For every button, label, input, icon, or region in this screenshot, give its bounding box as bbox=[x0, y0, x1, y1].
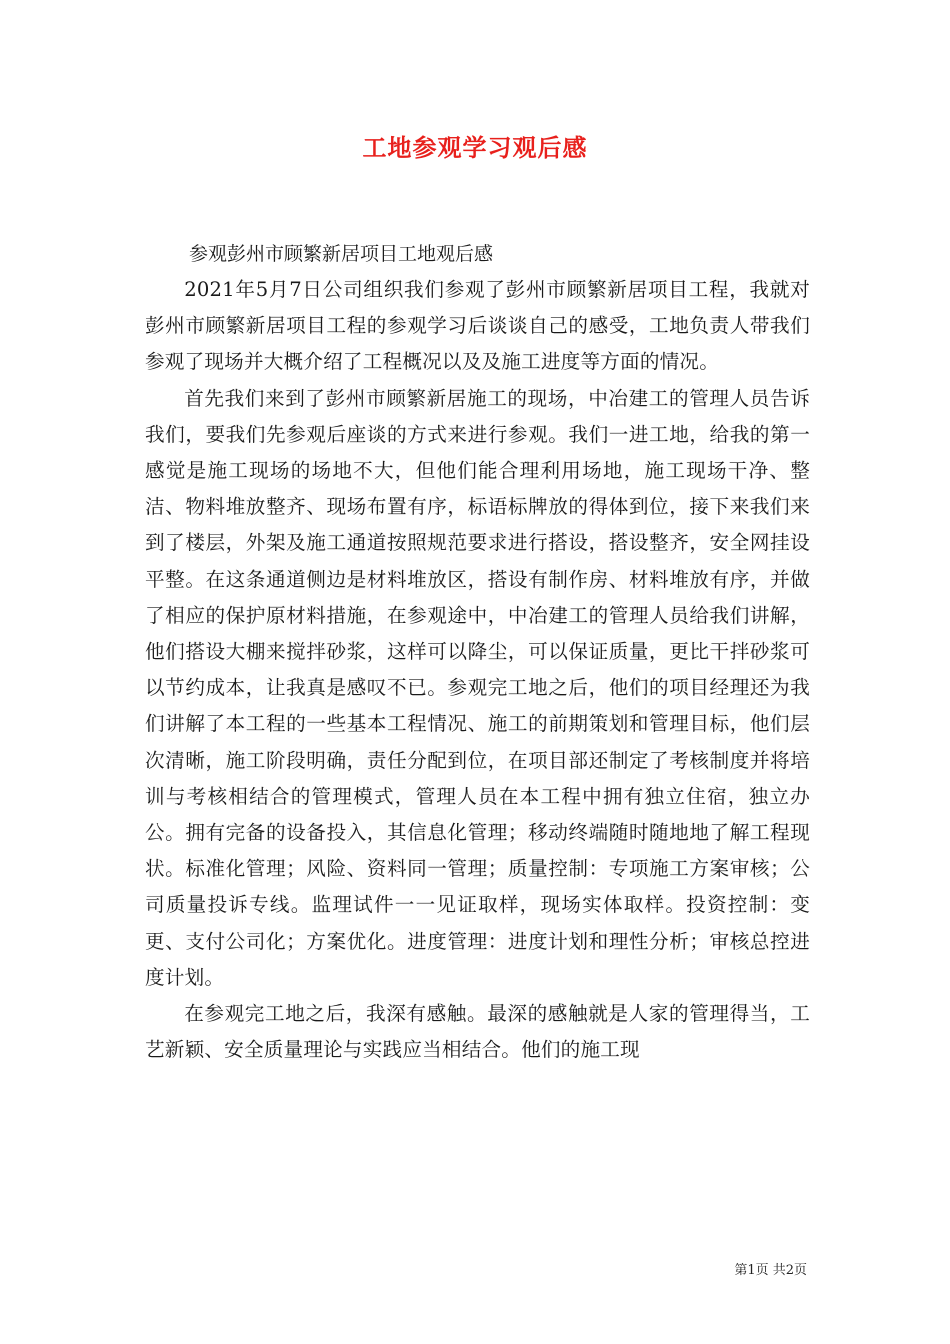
paragraph-intro: 2021年5月7日公司组织我们参观了彭州市顾繁新居项目工程，我就对彭州市顾繁新居项目工程的参观学习后谈谈自己的感受，工地负责人带我们参观了现场并大概介绍了工程概况以及及施工进度等方面的情况。 bbox=[145, 278, 810, 374]
paragraph-reflection: 在参观完工地之后，我深有感触。最深的感触就是人家的管理得当，工艺新颖、安全质量理论与实践应当相结合。他们的施工现 bbox=[145, 1002, 810, 1062]
document-title: 工地参观学习观后感 bbox=[362, 133, 588, 162]
paragraph-site-visit: 首先我们来到了彭州市顾繁新居施工的现场，中冶建工的管理人员告诉我们，要我们先参观后座谈的方式来进行参观。我们一进工地，给我的第一感觉是施工现场的场地不大，但他们能合理利用场地，施工现场干净、整洁、物料堆放整齐、现场布置有序，标语标牌放的得体到位，接下来我们来到了楼层，外架及施工通道按照规范要求进行搭设，搭设整齐，安全网挂设平整。在这条通道侧边是材料堆放区，搭设有制作房、材料堆放有序，并做了相应的保护原材料措施，在参观途中，中冶建工的管理人员给我们讲解，他们搭设大棚来搅拌砂浆，这样可以降尘，可以保证质量，更比干拌砂浆可以节约成本，让我真是感叹不已。参观完工地之后，他们的项目经理还为我们讲解了本工程的一些基本工程情况、施工的前期策划和管理目标，他们层次清晰，施工阶段明确，责任分配到位，在项目部还制定了考核制度并将培训与考核相结合的管理模式，管理人员在本工程中拥有独立住宿，独立办公。拥有完备的设备投入，其信息化管理；移动终端随时随地地了解工程现状。标准化管理；风险、资料同一管理；质量控制：专项施工方案审核；公司质量投诉专线。监理试件一一见证取样，现场实体取样。投资控制：变更、支付公司化；方案优化。进度管理：进度计划和理性分析；审核总控进度计划。 bbox=[145, 386, 810, 989]
document-body bbox=[145, 236, 810, 1068]
document-subtitle: 参观彭州市顾繁新居项目工地观后感 bbox=[189, 243, 494, 265]
page-indicator: 第1页 共2页 bbox=[734, 1263, 807, 1278]
